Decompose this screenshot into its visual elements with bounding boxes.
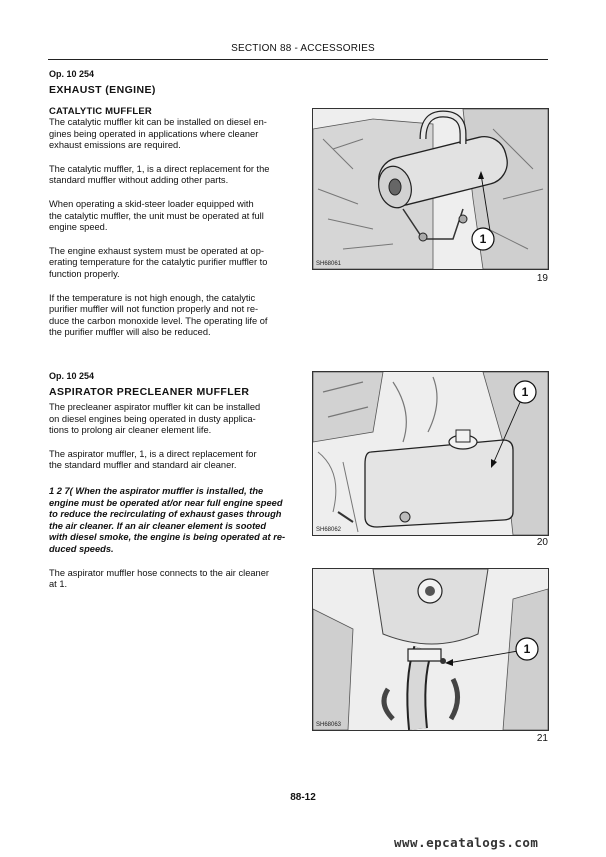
figure-aspirator-muffler [312, 371, 549, 536]
section-subheading: CATALYTIC MUFFLER [49, 106, 152, 117]
svg-text:SH68061: SH68061 [316, 261, 342, 267]
figure-catalytic-muffler [312, 108, 549, 270]
section-heading: ASPIRATOR PRECLEANER MUFFLER [49, 386, 250, 398]
figure-air-cleaner-hose [312, 568, 549, 731]
svg-text:1: 1 [479, 232, 487, 246]
figure-number: 20 [536, 537, 548, 548]
svg-text:1: 1 [521, 385, 529, 399]
paragraph: The precleaner aspirator muffler kit can be installed on diesel engines being operated in dusty applica- tions to prolong air cleaner element life. [49, 402, 261, 436]
svg-text:SH68062: SH68062 [316, 527, 342, 533]
section1-body [49, 117, 289, 339]
svg-text:SH68063: SH68063 [316, 722, 342, 728]
paragraph: If the temperature is not high enough, the catalytic purifier muffler will not function properly and not re- duce the carbon monoxide level. The operating life of the purifier muffler will also be reduced. [49, 292, 268, 338]
figure-number: 21 [536, 733, 548, 744]
figure-number: 19 [536, 273, 548, 284]
paragraph: The catalytic muffler, 1, is a direct replacement for the standard muffler without adding other parts. [49, 163, 270, 186]
section2-body [49, 402, 289, 591]
svg-text:1: 1 [523, 642, 531, 656]
air-cleaner-hose-illustration [313, 569, 548, 730]
paragraph: The catalytic muffler kit can be installed on diesel en- gines being operated in applications where cleaner exhaust emissions are required. [49, 117, 267, 151]
paragraph: When operating a skid-steer loader equipped with the catalytic muffler, the unit must be operated at full engine speed. [49, 198, 264, 233]
page-number: 88-12 [290, 792, 316, 803]
section-title: SECTION 88 - ACCESSORIES [231, 43, 375, 54]
catalytic-muffler-illustration [313, 109, 548, 269]
section-heading: EXHAUST (ENGINE) [49, 84, 156, 96]
op-number: Op. 10 254 [49, 371, 95, 381]
aspirator-muffler-illustration [313, 372, 548, 535]
paragraph: The engine exhaust system must be operated at op- erating temperature for the catalytic purifier muffler to function properly. [49, 245, 268, 279]
note: 1 2 7( When the aspirator muffler is installed, the engine must be operated at/or near full engine speed to reduce the recirculating of exhaust gases through the air cleaner. If an air cleaner element is sooted with diesel smoke, the engine is being operated at re- duced speeds. [49, 485, 286, 554]
op-number: Op. 10 254 [49, 69, 95, 79]
paragraph: The aspirator muffler, 1, is a direct replacement for the standard muffler and standard air cleaner. [49, 448, 257, 471]
paragraph: The aspirator muffler hose connects to the air cleaner at 1. [49, 567, 269, 590]
watermark: www.epcatalogs.com [394, 835, 539, 850]
header-divider [48, 59, 548, 60]
